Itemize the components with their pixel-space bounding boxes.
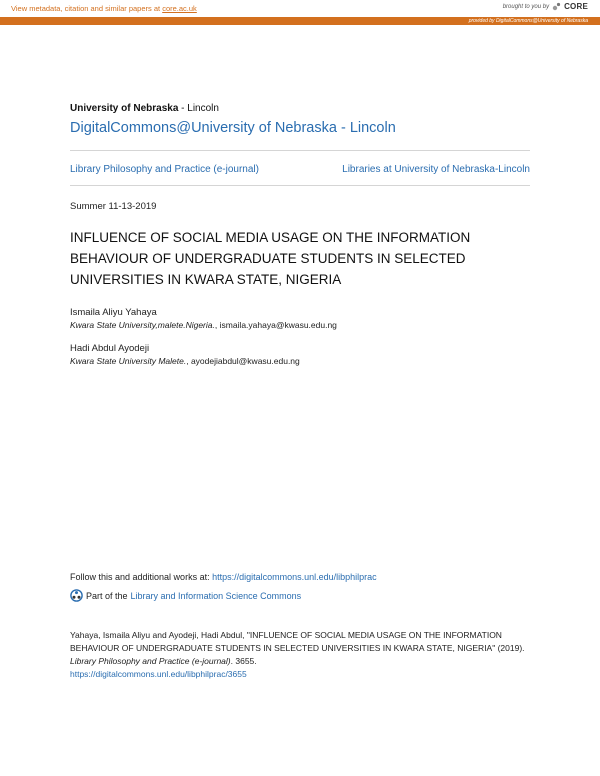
core-provider-bar <box>0 17 600 25</box>
follow-link[interactable]: https://digitalcommons.unl.edu/libphilprac <box>212 572 377 582</box>
paper-title: INFLUENCE OF SOCIAL MEDIA USAGE ON THE INFORMATION BEHAVIOUR OF UNDERGRADUATE STUDENTS IN SELECTED UNIVERSITIES IN KWARA STATE, NIGERIA <box>70 230 471 287</box>
author-2-affiliation <box>70 356 300 366</box>
commons-link[interactable]: Library and Information Science Commons <box>130 590 302 601</box>
author-2-institution: Kwara State University Malete. <box>70 356 187 366</box>
publication-date: Summer 11-13-2019 <box>70 201 157 212</box>
author-1-affiliation <box>70 320 337 330</box>
core-brought-by[interactable] <box>503 2 588 11</box>
part-of-text: Part of the <box>86 590 128 601</box>
institution-name-suffix: - Lincoln <box>178 103 219 114</box>
institution-name-bold: University of Nebraska <box>70 103 179 114</box>
commons-network-icon <box>70 589 83 602</box>
repository-link[interactable]: DigitalCommons@University of Nebraska - Lincoln <box>70 120 396 136</box>
institution-name <box>70 103 219 114</box>
citation-block <box>70 629 532 681</box>
libraries-link[interactable]: Libraries at University of Nebraska-Lincoln <box>342 164 530 175</box>
core-provider-text: provided by DigitalCommons@University of Nebraska <box>468 18 588 24</box>
core-ac-uk-link[interactable]: core.ac.uk <box>162 4 197 13</box>
divider-top <box>70 150 530 151</box>
follow-text: Follow this and additional works at: <box>70 572 213 582</box>
follow-works <box>70 572 377 582</box>
brought-to-you-text: brought to you by <box>502 3 550 10</box>
citation-link[interactable]: https://digitalcommons.unl.edu/libphilprac/3655 <box>70 669 247 679</box>
author-2-email: , ayodejiabdul@kwasu.edu.ng <box>186 356 300 366</box>
author-1-email: , ismaila.yahaya@kwasu.edu.ng <box>214 320 337 330</box>
author-1-name: Ismaila Aliyu Yahaya <box>70 307 157 318</box>
citation-journal: Library Philosophy and Practice (e-journal) <box>70 656 231 666</box>
citation-text: Yahaya, Ismaila Aliyu and Ayodeji, Hadi Abdul, "INFLUENCE OF SOCIAL MEDIA USAGE ON THE INFORMATION BEHAVIOUR OF UNDERGRADUATE STUDENTS IN SELECTED UNIVERSITIES IN KWARA STATE, NIGERIA" (2019). <box>70 630 525 653</box>
core-banner <box>0 0 600 17</box>
journal-link[interactable]: Library Philosophy and Practice (e-journal) <box>70 164 259 175</box>
core-notice-text: View metadata, citation and similar papers at <box>11 4 163 13</box>
core-logo-text: CORE <box>564 2 588 11</box>
citation-number: . 3655. <box>230 656 257 666</box>
author-1-institution: Kwara State University,malete.Nigeria. <box>70 320 215 330</box>
divider-bottom <box>70 185 530 186</box>
core-logo-icon <box>552 2 561 11</box>
core-metadata-notice <box>11 4 197 13</box>
author-2-name: Hadi Abdul Ayodeji <box>70 343 150 354</box>
part-of-commons <box>70 589 301 602</box>
